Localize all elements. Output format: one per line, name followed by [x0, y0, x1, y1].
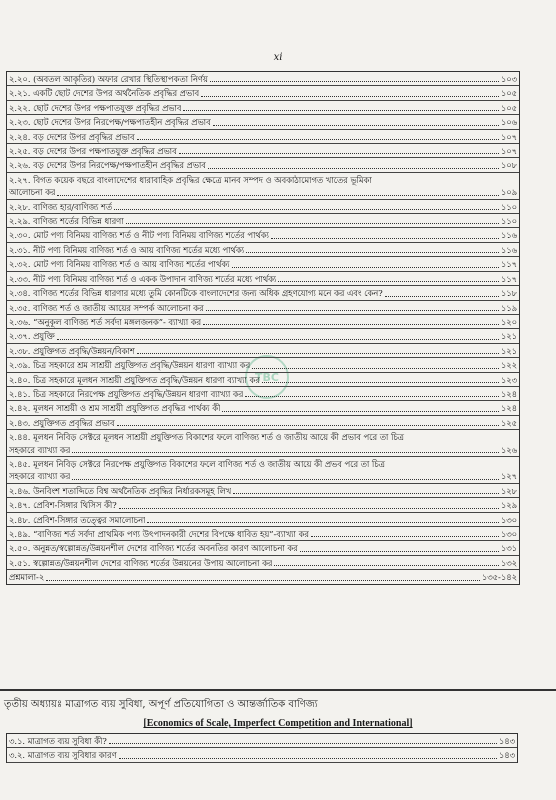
toc-entry-text: ২.২১. একটি ছোট দেশের উপর অর্থনৈতিক প্রবৃদ্ধির প্রভাব [9, 88, 200, 99]
toc-entry-page: ১০৫ [500, 88, 517, 99]
toc-entry-text: ২.৩১. নীট পণ্য বিনিময় বাণিজ্য শর্ত ও আয় বাণিজ্য শর্তের মধ্যে পার্থক্য [9, 244, 245, 255]
toc-entry-page: ১২২ [500, 360, 517, 371]
toc-entry [7, 734, 517, 748]
toc-entry [7, 101, 519, 115]
leader-dots [126, 223, 499, 224]
toc-entry-page: ১০৭ [500, 146, 517, 157]
toc-entry-page: ১১৯ [500, 302, 517, 313]
toc-entry-text: ২.৩৬. “অনুকূল বাণিজ্য শর্ত সর্বদা মঙ্গলজনক”- ব্যাখ্যা কর [9, 316, 202, 327]
toc-entry [7, 286, 519, 300]
leader-dots [201, 96, 499, 97]
toc-entry-page: ১১০ [500, 216, 517, 227]
toc-entry-page: ১০৫ [500, 102, 517, 113]
toc-entry-text: ২.৪৬. উনবিংশ শতাব্দিতে বিশ্ব অর্থনৈতিক প্রবৃদ্ধির নির্ধারকসমূহ লিখ [9, 485, 232, 496]
toc-entry-page: ১০৬ [500, 117, 517, 128]
leader-dots [137, 139, 499, 140]
chapter-toc [6, 733, 518, 763]
toc-entry-page: ১১৭ [500, 273, 517, 284]
toc-entry [7, 272, 519, 286]
toc-entry-text: ২.২৪. বড় দেশের উপর প্রবৃদ্ধির প্রভাব [9, 131, 135, 142]
toc-entry-text: ২.৪৩. প্রযুক্তিগত প্রবৃদ্ধির প্রভাব [9, 417, 115, 428]
leader-dots [206, 310, 499, 311]
leader-dots [203, 324, 499, 325]
toc-entry-page: ১০৭ [500, 131, 517, 142]
leader-dots [274, 565, 498, 566]
toc-entry [7, 158, 519, 172]
leader-dots [109, 743, 497, 744]
leader-dots [245, 396, 499, 397]
toc-entry-text: ২.৩২. মোট পণ্য বিনিময় বাণিজ্য শর্ত ও আয় বাণিজ্য শর্তের পার্থক্য [9, 259, 230, 270]
toc-entry [7, 401, 519, 415]
page-number: xi [273, 52, 283, 63]
toc-entry-text: ২.৪৮. প্রেবিশ-সিঙ্গার তত্ত্বের সমালোচনা [9, 514, 146, 525]
toc-entry-text: ২.৫০. অনুন্নত/স্বল্পোন্নত/উন্নয়নশীল দেশের বাণিজ্য শর্তের অবনতির কারণ আলোচনা কর [9, 543, 298, 554]
chapter-title: তৃতীয় অধ্যায়ঃ মাত্রাগত ব্যয় সুবিধা, অপূর্ণ প্রতিযোগিতা ও আন্তর্জাতিক বাণিজ্য [4, 699, 318, 710]
toc-entry-text: ৩.১. মাত্রাগত ব্যয় সুবিধা কী? [9, 736, 107, 746]
toc-entry [7, 387, 519, 401]
leader-dots [114, 209, 499, 210]
leader-dots [208, 168, 499, 169]
toc-entry-page: ১২৪ [500, 388, 517, 399]
leader-dots [119, 508, 499, 509]
toc-entry-page: ১২১ [500, 331, 517, 342]
toc-entry [7, 358, 519, 372]
toc-entry [7, 430, 519, 457]
toc-entry-page: ১১৬ [500, 244, 517, 255]
toc-entry [7, 527, 519, 541]
toc-entry-page: ১১৮ [500, 288, 517, 299]
leader-dots [46, 580, 480, 581]
toc-entry-page: ১২৫ [500, 417, 517, 428]
toc-entry-text: ২.৪৯. “বাণিজ্য শর্ত সর্বদা প্রাথমিক পণ্য উৎপাদনকারী দেশের বিপক্ষে ধাবিত হয়”-ব্যাখ্যা কর [9, 529, 309, 539]
toc-entry-text: ২.৩৩. নীট পণ্য বিনিময় বাণিজ্য শর্ত ও একক উপাদান বাণিজ্য শর্তের মধ্যে পার্থক্য [9, 273, 277, 284]
toc-entry [7, 541, 519, 555]
leader-dots [252, 368, 499, 369]
toc-entry-text: ২.৩৫. বাণিজ্য শর্ত ও জাতীয় আয়ের সম্পর্ক আলোচনা কর [9, 302, 204, 313]
leader-dots [147, 522, 498, 523]
toc-entry-page: ১৩১ [500, 543, 517, 554]
toc-entry-page: ১৩০ [500, 514, 517, 525]
toc-entry [7, 86, 519, 100]
toc-entry [7, 214, 519, 228]
toc-entry-page: ১১৬ [500, 230, 517, 241]
toc-entry-page: ১২৭ [500, 471, 517, 482]
toc-entry-text: ২.৩৭. প্রযুক্তি [9, 331, 55, 342]
toc-entry-page: ১৩৫-১৪২ [481, 572, 517, 583]
leader-dots [232, 267, 499, 268]
toc-entry-page: ১৪৩ [498, 750, 515, 761]
watermark-text: TBC [255, 370, 279, 384]
toc-entry-text: ২.২৮. বাণিজ্য হার/বাণিজ্য শর্ত [9, 201, 113, 212]
toc-entry-page: ১২৯ [500, 500, 517, 511]
leader-dots [278, 281, 498, 282]
leader-dots [183, 110, 498, 111]
toc-entry-text: ৩.২. মাত্রাগত ব্যয় সুবিধার কারণ [9, 750, 117, 761]
leader-dots [300, 551, 499, 552]
toc-entry [7, 301, 519, 315]
toc-entry-text: ২.৪৭. প্রেবিশ-সিঙ্গার থিসিস কী? [9, 500, 117, 511]
toc-entry [7, 556, 519, 570]
toc-entry-text: ২.৩০. মোট পণ্য বিনিময় বাণিজ্য শর্ত ও নীট পণ্য বিনিময় বাণিজ্য শর্তের পার্থক্য [9, 230, 269, 241]
leader-dots [271, 238, 499, 239]
toc-entry-page: ১১৭ [500, 259, 517, 270]
toc-entry-page: ১২৬ [500, 444, 517, 455]
toc-entry [7, 72, 519, 86]
toc-entry-text: ২.২২. ছোট দেশের উপর পক্ষপাতযুক্ত প্রবৃদ্ধির প্রভাব [9, 102, 182, 113]
toc-entry-text: ২.৪২. মূলধন সাশ্রয়ী ও শ্রম সাশ্রয়ী প্রযুক্তিগত প্রবৃদ্ধির পার্থক্য কী [9, 403, 221, 414]
toc-entry [7, 570, 519, 583]
toc-entry-page: ১০৯ [500, 187, 517, 198]
toc-entry-text: ২.৩৪. বাণিজ্য শর্তের বিভিন্ন ধারণার মধ্যে তুমি কোনটিকে বাংলাদেশের জন্য অধিক গ্রহণযোগ্য মনে কর এবং কেন? [9, 288, 383, 299]
leader-dots [385, 296, 499, 297]
toc-entry-page: ১৩২ [500, 557, 517, 568]
toc-entry-text: ২.২০. (অবতল আকৃতির) অফার রেখার স্থিতিস্থাপকতা নির্ণয় [9, 74, 208, 84]
leader-dots [72, 479, 499, 480]
toc-entry [7, 144, 519, 158]
leader-dots [72, 452, 499, 453]
leader-dots [210, 81, 499, 82]
toc-entry-text-cont: আলোচনা কর [9, 187, 56, 198]
toc-entry [7, 243, 519, 257]
leader-dots [57, 195, 498, 196]
leader-dots [179, 153, 499, 154]
toc-entry-text-cont: সহকারে ব্যাখ্যা কর [9, 471, 71, 482]
leader-dots [117, 425, 499, 426]
toc-entry [7, 173, 519, 200]
toc-entry-text: ২.২৬. বড় দেশের উপর নিরপেক্ষ/পক্ষপাতহীন প্রবৃদ্ধির প্রভাব [9, 160, 206, 171]
toc-entry-text: ২.৫১. স্বল্পোন্নত/উন্নয়নশীল দেশের বাণিজ্য শর্তের উন্নয়নের উপায় আলোচনা কর [9, 557, 273, 568]
toc-entry-page: ১৪৩ [498, 736, 515, 746]
toc-entry [7, 329, 519, 343]
toc-entry-page: ১২৩ [500, 374, 517, 385]
toc-entry-page: ১২৮ [500, 485, 517, 496]
toc-table [6, 71, 520, 585]
leader-dots [246, 252, 499, 253]
toc-entry-text: ২.৪১. চিত্র সহকারে নিরপেক্ষ প্রযুক্তিগত প্রবৃদ্ধি/উন্নয়ন ধারণা ব্যাখ্যা কর [9, 388, 244, 399]
leader-dots [262, 382, 499, 383]
toc-entry [7, 344, 519, 358]
leader-dots [311, 536, 499, 537]
toc-entry-page: ১২০ [500, 316, 517, 327]
leader-dots [222, 411, 498, 412]
chapter-section [0, 689, 556, 763]
leader-dots [119, 758, 497, 759]
toc-entry [7, 484, 519, 498]
toc-entry [7, 457, 519, 484]
toc-entry [7, 315, 519, 329]
toc-entry-page: ১০৩ [500, 74, 517, 84]
toc-entry [7, 748, 517, 762]
toc-entry-text: ২.২৩. ছোট দেশের উপর নিরপেক্ষ/পক্ষপাতহীন প্রবৃদ্ধির প্রভাব [9, 117, 211, 128]
toc-entry-text-cont: সহকারে ব্যাখ্যা কর [9, 444, 71, 455]
toc-entry-text: ২.৪০. চিত্র সহকারে মূলধন সাশ্রয়ী প্রযুক্তিগত প্রবৃদ্ধি/উন্নয়ন ধারণা ব্যাখ্যা কর [9, 374, 260, 385]
chapter-subtitle: [Economics of Scale, Imperfect Competition and International] [143, 718, 413, 729]
toc-entry [7, 416, 519, 430]
leader-dots [233, 493, 499, 494]
leader-dots [213, 125, 499, 126]
toc-entry [7, 200, 519, 214]
toc-entry [7, 498, 519, 512]
toc-entry-page: ১২৪ [500, 403, 517, 414]
toc-entry-page: ১১০ [500, 201, 517, 212]
toc-entry [7, 130, 519, 144]
toc-entry-text: ২.৩৯. চিত্র সহকারে শ্রম সাশ্রয়ী প্রযুক্তিগত প্রবৃদ্ধি/উন্নয়ন ধারণা ব্যাখ্যা কর [9, 360, 251, 371]
toc-entry-text: ২.৪৫. মূলধন নিবিড় সেক্টরে নিরপেক্ষ প্রযুক্তিগত বিকাশের ফলে বাণিজ্য শর্ত ও জাতীয় আয়ে কী প্রভব পরে তা চিত্র [9, 458, 385, 469]
toc-entry [7, 257, 519, 271]
toc-entry-text: ২.২৫. বড় দেশের উপর পক্ষপাতযুক্ত প্রবৃদ্ধির প্রভাব [9, 146, 177, 157]
toc-entry-text: প্রশ্নমালা-২ [9, 572, 45, 583]
toc-entry-page: ১০৮ [500, 160, 517, 171]
toc-entry [7, 370, 519, 387]
toc-entry-text: ২.৩৮. প্রযুক্তিগত প্রবৃদ্ধি/উন্নয়ন/বিকাশ [9, 345, 135, 356]
toc-entry-text: ২.৪৪. মূলধন নিবিড় সেক্টরে মূলধন সাশ্রয়ী প্রযুক্তিগত বিকাশের ফলে বাণিজ্য শর্ত ও জাতীয় আয়ে কী প্রভাব পরে তা চিত্র [9, 432, 404, 443]
toc-entry-page: ১২১ [500, 345, 517, 356]
toc-entry [7, 228, 519, 242]
leader-dots [137, 353, 499, 354]
toc-entry [7, 115, 519, 129]
toc-entry-text: ২.২৯. বাণিজ্য শর্তের বিভিন্ন ধারণা [9, 216, 124, 227]
toc-entry [7, 513, 519, 527]
toc-entry-text: ২.২৭. বিগত কয়েক বছরে বাংলাদেশের ধারাবাহিক প্রবৃদ্ধির ক্ষেত্রে মানব সম্পদ ও অবকাঠামোগত খাতের ভূমিকা [9, 174, 372, 185]
leader-dots [57, 339, 499, 340]
toc-entry-page: ১৩০ [500, 529, 517, 539]
